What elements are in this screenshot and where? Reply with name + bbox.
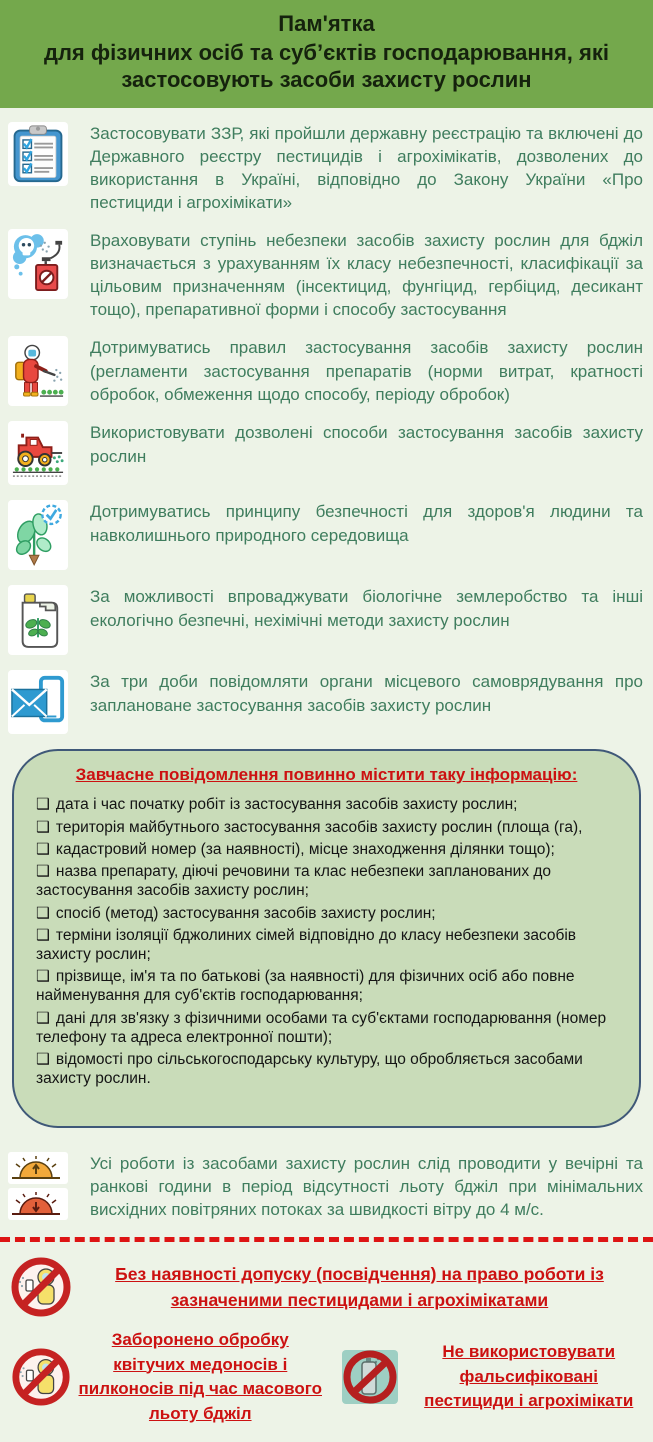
- prohibition-left-text: Заборонено обробку квітучих медоносів і пилконосів під час масового льоту бджіл: [78, 1329, 322, 1423]
- rule-text: Враховувати ступінь небезпеки засобів захисту рослин для бджіл визначається з урахуванням їх класу небезпечності, класифікації за цільовим призначенням (інсектицид, фунгіцид, гербіцид, десикант тощо), препаративної форми і способу застосування: [90, 231, 643, 320]
- notice-item-text: дата і час початку робіт із застосування засобів захисту рослин;: [55, 796, 518, 814]
- canister-plant-icon: [8, 585, 68, 655]
- person-sprayer-icon: [8, 336, 68, 406]
- notice-item-text: спосіб (метод) застосування засобів захисту рослин;: [55, 904, 436, 922]
- notice-item: [36, 1050, 617, 1088]
- notice-box: [12, 749, 641, 1127]
- list-item: [8, 421, 645, 485]
- plant-check-icon: [8, 500, 68, 570]
- mail-phone-icon: [8, 670, 68, 734]
- schedule-text: Усі роботи із засобами захисту рослин слід проводити у вечірні та ранкові години в період відсутності льоту бджіл при мінімальних висхідних повітряних потоках за швидкості вітру до 4 м/с.: [90, 1153, 643, 1219]
- clipboard-checklist-icon: [8, 122, 68, 186]
- page-header: [0, 0, 653, 108]
- notice-item: [36, 1009, 617, 1047]
- page-subtitle: для фізичних осіб та суб’єктів господарювання, які застосовують засоби захисту рослин: [43, 39, 609, 93]
- page-title: Пам'ятка: [278, 11, 375, 36]
- prohibition-main-text: Без наявності допуску (посвідчення) на право роботи із зазначеними пестицидами і агрохімікатами: [115, 1263, 604, 1310]
- notice-item-text: терміни ізоляції бджолиних сімей відповідно до класу небезпеки засобів захисту рослин;: [36, 926, 577, 963]
- prohibition-right-text: Не використовувати фальсифіковані пестициди і агрохімікати: [424, 1342, 634, 1411]
- notice-item-text: відомості про сільськогосподарську культуру, що обробляється засобами захисту рослин.: [36, 1051, 583, 1088]
- sunset-icon: [8, 1188, 68, 1220]
- list-item: [8, 585, 645, 655]
- notice-item-text: прізвище, ім'я та по батькові (за наявності) для фізичних осіб або повне найменування для суб'єктів господарювання;: [36, 968, 575, 1005]
- prohibition-main: [8, 1256, 645, 1318]
- rule-text: За можливості впроваджувати біологічне землеробство та інші екологічно безпечні, нехімічні методи захисту рослин: [90, 587, 643, 630]
- checkbox-bullet-icon: ❑: [36, 863, 50, 881]
- schedule-section: [0, 1146, 653, 1221]
- checkbox-bullet-icon: ❑: [36, 1009, 50, 1027]
- checkbox-bullet-icon: ❑: [36, 840, 50, 858]
- rules-list: [0, 108, 653, 735]
- rule-text: Використовувати дозволені способи застосування засобів захисту рослин: [90, 423, 643, 466]
- skull-sprayer-icon: [8, 229, 68, 299]
- list-item: [8, 122, 645, 214]
- no-unlicensed-person-icon: [8, 1256, 74, 1318]
- prohibitions-section: [0, 1256, 653, 1442]
- notice-item: [36, 967, 617, 1005]
- list-item: [8, 336, 645, 406]
- list-item: [8, 500, 645, 570]
- rule-text: Дотримуватись правил застосування засобів захисту рослин (регламенти застосування препаратів (норми витрат, кратності обробок, обмеження щодо способу, періоду обробок): [90, 338, 643, 404]
- list-item: [8, 670, 645, 734]
- red-dashed-divider: [0, 1237, 653, 1242]
- prohibition-right: [327, 1340, 646, 1414]
- prohibition-row: [8, 1328, 645, 1427]
- notice-item: [36, 840, 617, 859]
- notice-item-text: назва препарату, діючі речовини та клас небезпеки запланованих до застосування засобів захисту рослин;: [36, 863, 552, 900]
- no-spraying-person-icon: [8, 1347, 74, 1407]
- notice-item-text: кадастровий номер (за наявності), місце знаходження ділянки тощо);: [55, 840, 555, 858]
- tractor-sprayer-icon: [8, 421, 68, 485]
- no-fake-pesticides-icon: [327, 1346, 413, 1408]
- rule-text: Дотримуватись принципу безпечності для здоров'я людини та навколишнього природного середовища: [90, 502, 643, 545]
- checkbox-bullet-icon: ❑: [36, 904, 50, 922]
- sunrise-sunset-icon: [8, 1152, 68, 1220]
- notice-item: [36, 862, 617, 900]
- sunrise-icon: [8, 1152, 68, 1184]
- checkbox-bullet-icon: ❑: [36, 926, 50, 944]
- checkbox-bullet-icon: ❑: [36, 796, 50, 814]
- notice-item: [36, 795, 617, 814]
- checkbox-bullet-icon: ❑: [36, 1051, 50, 1069]
- checkbox-bullet-icon: ❑: [36, 968, 50, 986]
- notice-item: [36, 904, 617, 923]
- list-item: [8, 1152, 645, 1221]
- checkbox-bullet-icon: ❑: [36, 818, 50, 836]
- rule-text: Застосовувати ЗЗР, які пройшли державну реєстрацію та включені до Державного реєстру пестицидів і агрохімікатів, дозволених до використання в Україні, відповідно до Закону України «Про пестициди і агрохімікати»: [90, 123, 643, 212]
- list-item: [8, 229, 645, 321]
- notice-item: [36, 818, 617, 837]
- notice-item-text: дані для зв'язку з фізичними особами та суб'єктами господарювання (номер телефону та адреса електронної пошти);: [36, 1009, 607, 1046]
- notice-item-text: територія майбутнього застосування засобів захисту рослин (площа (га),: [55, 818, 583, 836]
- notice-box-title: Завчасне повідомлення повинно містити таку інформацію:: [75, 765, 578, 785]
- rule-text: За три доби повідомляти органи місцевого самоврядування про заплановане застосування засобів захисту рослин: [90, 672, 643, 715]
- prohibition-left: [8, 1328, 327, 1427]
- notice-item: [36, 926, 617, 964]
